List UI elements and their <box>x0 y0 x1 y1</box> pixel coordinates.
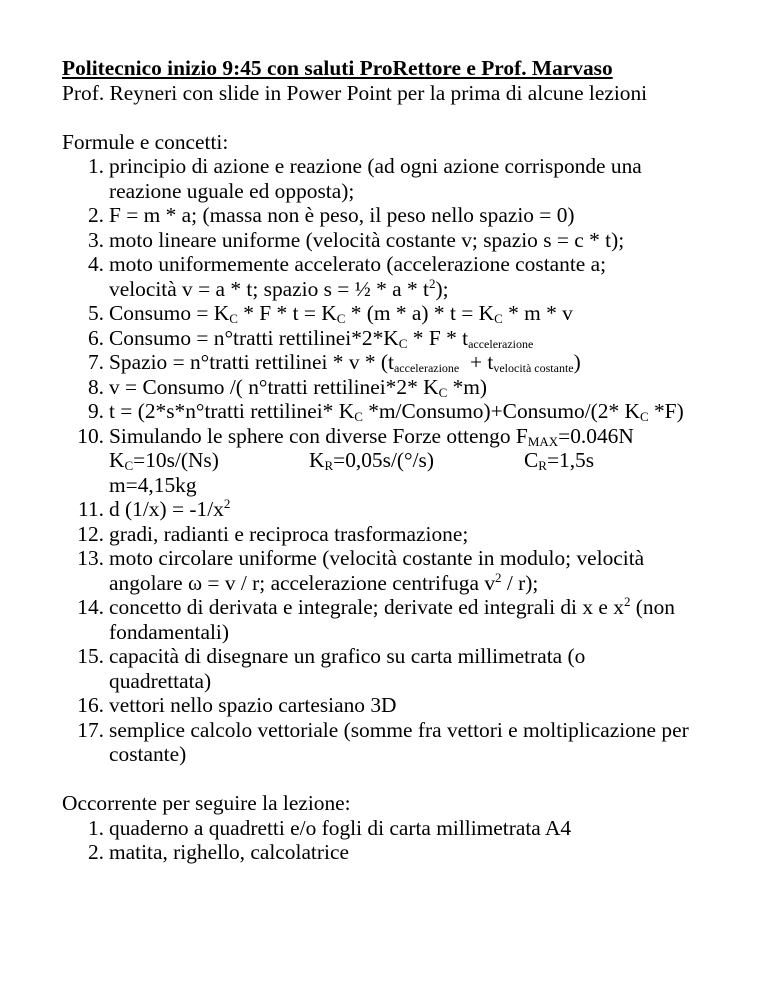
document-page <box>62 56 752 865</box>
list-item: 1. quaderno a quadretti e/o fogli di carta millimetrata A4 <box>87 815 572 840</box>
document-subtitle: Prof. Reyneri con slide in Power Point per la prima di alcune lezioni <box>62 80 648 105</box>
occorrente-heading: Occorrente per seguire la lezione: <box>62 791 351 815</box>
list-item: 2. F = m * a; (massa non è peso, il peso nello spazio = 0) <box>87 203 575 227</box>
document-title: Politecnico inizio 9:45 con saluti ProRettore e Prof. Marvaso <box>62 56 613 80</box>
list-item: 16. vettori nello spazio cartesiano 3D <box>77 693 397 717</box>
list-item: 12. gradi, radianti e reciproca trasformazione; <box>77 521 469 546</box>
list-item: 1. principio di azione e reazione (ad ogni azione corrisponde una reazione uguale ed opposta); <box>87 154 642 203</box>
list-item: 9. t = (2*s*n°tratti rettilinei* $K_C$ *m/Consumo)+Consumo/(2* $K_C$ *F) <box>87 399 684 424</box>
list-item: 5. Consumo = $K_C * F * t = K_C * (m * a) * t = K_C * m * v$ <box>87 301 573 326</box>
occorrente-list <box>62 816 752 865</box>
list-item: 4. moto uniformemente accelerato (accelerazione costante a; velocità v = a * t; spazio s = ½ * a * $t^2$); <box>87 252 607 301</box>
list-item: 8. v = Consumo /( n°tratti rettilinei*2* $K_C$ *m) <box>87 374 488 400</box>
formule-heading: Formule e concetti: <box>62 129 229 154</box>
list-item: 17. semplice calcolo vettoriale (somme fra vettori e moltiplicazione per costante) <box>77 717 689 766</box>
list-item: 2. matita, righello, calcolatrice <box>87 840 349 864</box>
list-item: 3. moto lineare uniforme (velocità costante v; spazio s = c * t); <box>87 227 625 252</box>
list-item: 15. capacità di disegnare un grafico su carta millimetrata (o quadrettata) <box>77 644 586 693</box>
list-item: 14. concetto di derivata e integrale; derivate ed integrali di x e $x^2$ (non fondamentali) <box>77 594 675 644</box>
list-item: 7. Spazio = n°tratti rettilinei * $v * (t_{accelerazione} + t_{velocità costante})$ <box>87 350 581 375</box>
formule-list <box>62 154 752 767</box>
list-item: 6. Consumo = n°tratti $rettilinei*2*K_C$ * F * $t_{accelerazione}$ <box>87 325 534 351</box>
list-item: 10. Simulando le sphere con diverse Forze ottengo $F_{MAX}=0.046N$ $K_C=10s/(Ns)$ $K_R=0,05s/(^\circ/s)$ $C_R=1,5s$ m=4,15kg <box>77 423 634 497</box>
list-item: 11. d $(1/x) = -1/x^2$ <box>78 496 231 521</box>
list-item: 13. moto circolare uniforme (velocità costante in modulo; velocità angolare ω = v / r; accelerazione centrifuga $v^2 / r$); <box>77 546 645 595</box>
